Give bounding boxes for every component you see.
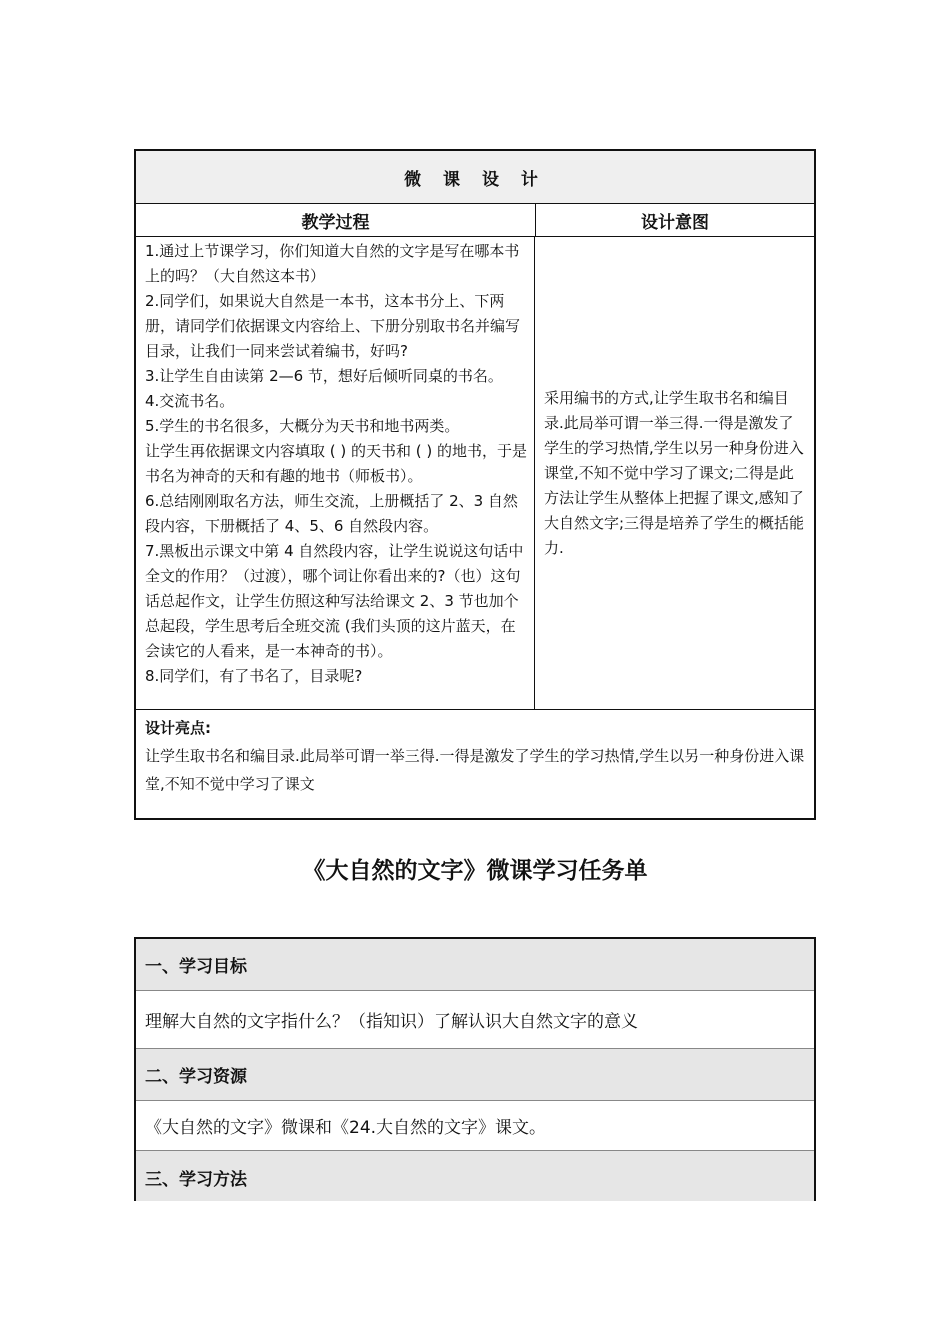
process-line: 4.交流书名。 — [145, 392, 235, 410]
process-line: 6.总结刚刚取名方法，师生交流，上册概括了 2、3 自然段内容，下册概括了 4、5、6 自然段内容。 — [145, 492, 518, 535]
learning-task-table — [134, 937, 816, 1201]
section-body-goals: 理解大自然的文字指什么？（指知识）了解认识大自然文字的意义 — [136, 991, 814, 1049]
design-highlight-cell — [136, 709, 814, 818]
section-heading-methods: 三、学习方法 — [136, 1151, 814, 1201]
highlight-title: 设计亮点: — [145, 719, 211, 737]
process-line: 让学生再依据课文内容填取 ( ) 的天书和 ( ) 的地书，于是书名为神奇的天和有趣的地书（师板书）。 — [145, 442, 528, 485]
process-line: 3.让学生自由读第 2—6 节，想好后倾听同桌的书名。 — [145, 367, 503, 385]
section-body-resources: 《大自然的文字》微课和《24.大自然的文字》课文。 — [136, 1101, 814, 1151]
design-intent-text: 采用编书的方式,让学生取书名和编目录.此局举可谓一举三得.一得是激发了学生的学习热情,学生以另一种身份进入课堂,不知不觉中学习了课文;二得是此方法让学生从整体上把握了课文,感知了大自然文字;三得是培养了学生的概括能力. — [544, 388, 805, 557]
design-intent-cell — [536, 237, 814, 709]
section-heading-goals: 一、学习目标 — [136, 939, 814, 991]
process-line: 5.学生的书名很多，大概分为天书和地书两类。 — [145, 417, 460, 435]
highlight-text: 让学生取书名和编目录.此局举可谓一举三得.一得是激发了学生的学习热情,学生以另一种身份进入课堂,不知不觉中学习了课文 — [145, 747, 805, 793]
process-line: 8.同学们，有了书名了，目录呢? — [145, 667, 363, 685]
document-title: 《大自然的文字》微课学习任务单 — [302, 858, 648, 884]
process-line: 2.同学们，如果说大自然是一本书，这本书分上、下两册，请同学们依据课文内容给上、下册分别取书名并编写目录，让我们一同来尝试着编书，好吗? — [145, 292, 521, 360]
column-header-process: 教学过程 — [136, 204, 536, 237]
process-line: 7.黑板出示课文中第 4 自然段内容，让学生说说这句话中全文的作用？（过渡），哪个词让你看出来的?（也）这句话总起作文，让学生仿照这种写法给课文 2、3 节也加个总起段，学生思考后全班交流 (我们头顶的这片蓝天，在会读它的人看来，是一本神奇的书）。 — [145, 542, 524, 660]
micro-lesson-design-table — [134, 149, 816, 820]
teaching-process-cell — [136, 237, 535, 709]
section-heading-resources: 二、学习资源 — [136, 1049, 814, 1101]
column-header-intent: 设计意图 — [536, 204, 814, 237]
process-line: 1.通过上节课学习，你们知道大自然的文字是写在哪本书上的吗？（大自然这本书） — [145, 242, 520, 285]
table-title: 微 课 设 计 — [136, 151, 814, 204]
